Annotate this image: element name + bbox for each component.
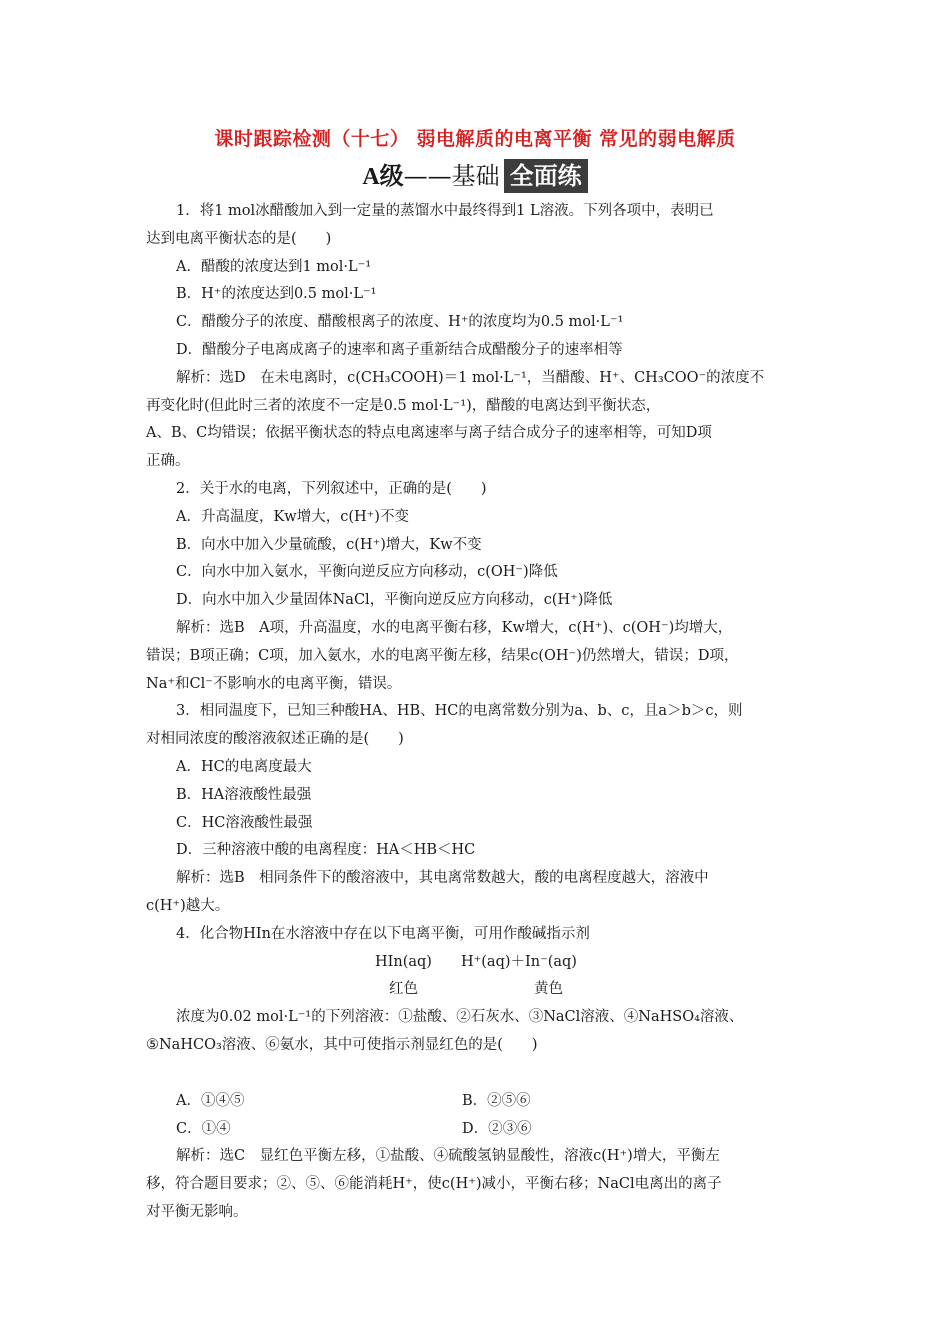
q1-option-c: C．醋酸分子的浓度、醋酸根离子的浓度、H⁺的浓度均为0.5 mol·L⁻¹	[176, 314, 624, 331]
q4-analysis-cont: 移，符合题目要求；②、⑤、⑥能消耗H⁺，使c(H⁺)减小，平衡右移；NaCl电离出的离子	[146, 1176, 722, 1193]
q3-stem-cont: 对相同浓度的酸溶液叙述正确的是( )	[146, 731, 404, 748]
q2-analysis-cont: 错误；B项正确；C项，加入氨水，水的电离平衡左移，结果c(OH⁻)仍然增大，错误；D项，	[146, 647, 739, 664]
q4-stem-cont: 浓度为0.02 mol·L⁻¹的下列溶液：①盐酸、②石灰水、③NaCl溶液、④NaHSO₄溶液、	[176, 1009, 744, 1026]
q3-option-c: C．HC溶液酸性最强	[176, 814, 313, 831]
q4-equation-colors: 红色 黄色	[389, 981, 563, 998]
section-heading	[0, 156, 950, 193]
q4-options-row-2	[146, 1116, 806, 1144]
q4-analysis-cont: 对平衡无影响。	[146, 1203, 248, 1220]
q1-stem: 1．将1 mol冰醋酸加入到一定量的蒸馏水中最终得到1 L溶液。下列各项中，表明已	[176, 203, 714, 219]
q4-equation: HIn(aq) H⁺(aq)＋In⁻(aq)	[375, 953, 577, 970]
q3-option-d: D．三种溶液中酸的电离程度：HA＜HB＜HC	[176, 842, 476, 859]
q2-option-a: A．升高温度，Kw增大，c(H⁺)不变	[176, 508, 409, 525]
q1-option-b: B．H⁺的浓度达到0.5 mol·L⁻¹	[176, 286, 377, 303]
q1-analysis-cont: 正确。	[146, 453, 190, 470]
q1-analysis-cont: A、B、C均错误；依据平衡状态的特点电离速率与离子结合成分子的速率相等，可知D项	[146, 425, 712, 442]
q4-option-b: B．②⑤⑥	[462, 1092, 531, 1109]
q4-stem-cont: ⑤NaHCO₃溶液、⑥氨水，其中可使指示剂显红色的是( )	[146, 1036, 538, 1053]
q4-option-d: D．②③⑥	[462, 1120, 532, 1137]
q4-option-c: C．①④	[176, 1120, 231, 1137]
q3-analysis-cont: c(H⁺)越大。	[146, 897, 230, 914]
level-dash: ——	[403, 162, 452, 190]
q2-analysis-cont: Na⁺和Cl⁻不影响水的电离平衡，错误。	[146, 675, 402, 692]
q3-analysis: 解析：选B 相同条件下的酸溶液中，其电离常数越大，酸的电离程度越大，溶液中	[176, 870, 709, 887]
q4-options-row-1	[146, 1088, 806, 1116]
q1-analysis: 解析：选D 在未电离时，c(CH₃COOH)＝1 mol·L⁻¹，当醋酸、H⁺、CH₃COO⁻的浓度不	[176, 369, 765, 386]
q4-stem: 4．化合物HIn在水溶液中存在以下电离平衡，可用作酸碱指示剂	[176, 925, 590, 942]
document-body	[146, 198, 806, 1227]
level-label: A级	[362, 164, 404, 190]
q4-option-a: A．①④⑤	[176, 1092, 245, 1109]
level-badge: 全面练	[504, 159, 588, 193]
q2-option-b: B．向水中加入少量硫酸，c(H⁺)增大，Kw不变	[176, 536, 482, 553]
q3-option-b: B．HA溶液酸性最强	[176, 786, 312, 803]
q2-option-c: C．向水中加入氨水，平衡向逆反应方向移动，c(OH⁻)降低	[176, 564, 558, 581]
q3-option-a: A．HC的电离度最大	[176, 758, 312, 775]
q4-analysis: 解析：选C 显红色平衡左移，①盐酸、④硫酸氢钠显酸性，溶液c(H⁺)增大，平衡左	[176, 1148, 720, 1165]
level-base: 基础	[451, 162, 500, 190]
q1-stem-cont: 达到电离平衡状态的是( )	[146, 230, 332, 247]
q1-option-d: D．醋酸分子电离成离子的速率和离子重新结合成醋酸分子的速率相等	[176, 341, 623, 358]
q1-option-a: A．醋酸的浓度达到1 mol·L⁻¹	[176, 258, 372, 275]
q3-stem: 3．相同温度下，已知三种酸HA、HB、HC的电离常数分别为a、b、c，且a＞b＞c，则	[176, 703, 743, 720]
q2-stem: 2．关于水的电离，下列叙述中，正确的是( )	[176, 480, 487, 497]
page-title: 课时跟踪检测（十七） 弱电解质的电离平衡 常见的弱电解质	[214, 128, 736, 150]
q1-analysis-cont: 再变化时(但此时三者的浓度不一定是0.5 mol·L⁻¹)，醋酸的电离达到平衡状态，	[146, 397, 661, 414]
q2-option-d: D．向水中加入少量固体NaCl，平衡向逆反应方向移动，c(H⁺)降低	[176, 592, 613, 609]
q2-analysis: 解析：选B A项，升高温度，水的电离平衡右移，Kw增大，c(H⁺)、c(OH⁻)均增大，	[176, 619, 733, 636]
